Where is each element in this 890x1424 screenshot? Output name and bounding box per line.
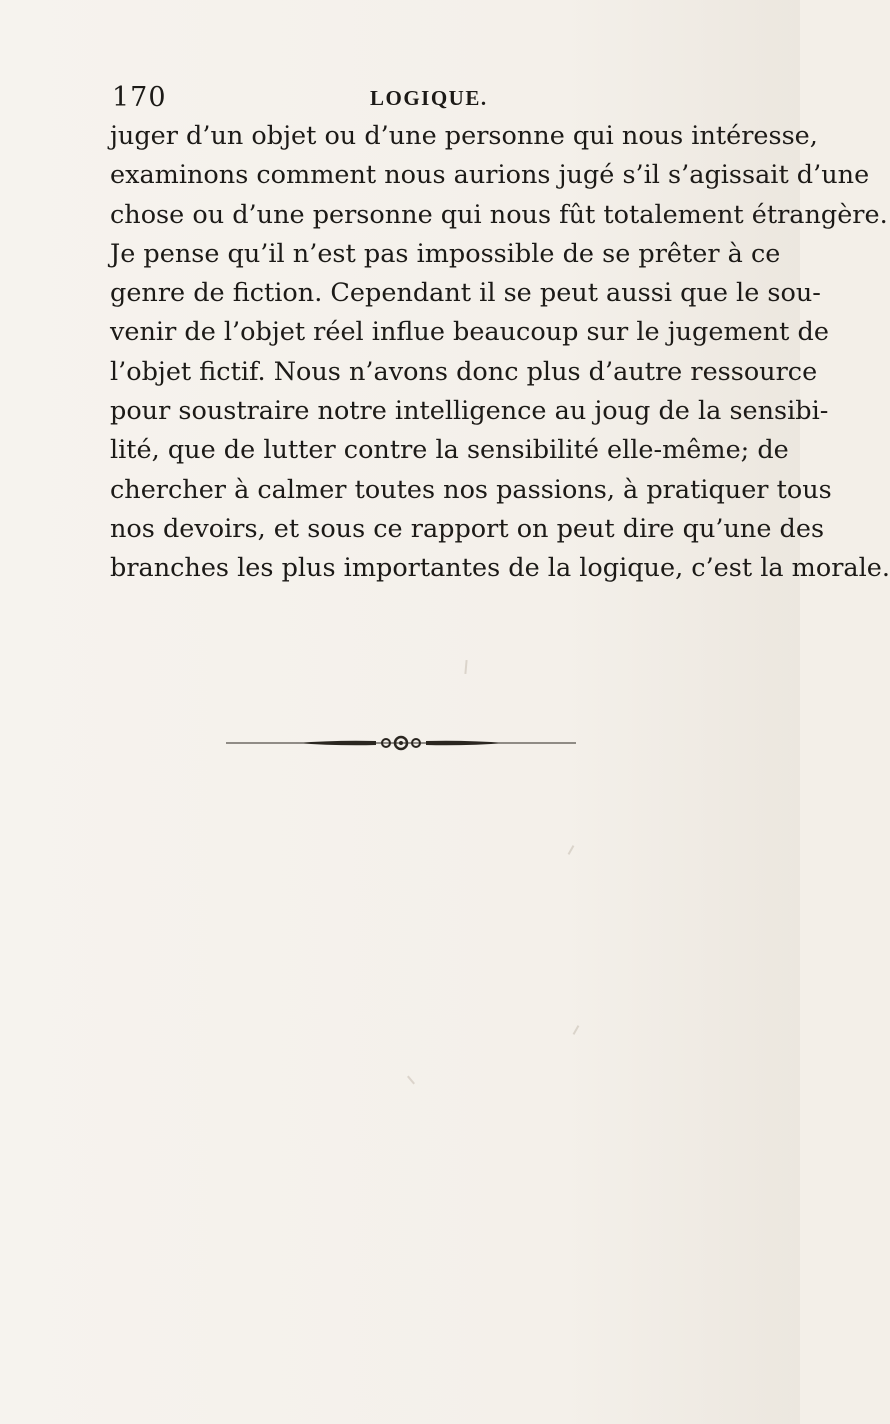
text-line: venir de l’objet réel influe beaucoup sur le jugement de — [110, 317, 829, 348]
tailpiece-ornament-icon — [226, 733, 576, 753]
tailpiece-ornament-svg — [226, 733, 576, 753]
text-line: chose ou d’une personne qui nous fût totalement étrangère. — [110, 199, 888, 230]
text-line: lité, que de lutter contre la sensibilité elle-même; de — [110, 435, 789, 466]
running-head: LOGIQUE. — [370, 86, 488, 110]
paper-speck — [568, 845, 575, 855]
text-line: l’objet fictif. Nous n’avons donc plus d’autre ressource — [110, 356, 818, 387]
text-line: Je pense qu’il n’est pas impossible de se prêter à ce — [110, 238, 781, 269]
paper-speck — [407, 1076, 415, 1085]
body-text — [110, 117, 890, 589]
text-line: branches les plus importantes de la logique, c’est la morale. — [110, 553, 890, 584]
text-line: genre de fiction. Cependant il se peut aussi que le sou- — [110, 278, 821, 309]
paper-speck — [464, 660, 467, 674]
page-header — [112, 82, 692, 116]
text-line: examinons comment nous aurions jugé s’il s’agissait d’une — [110, 160, 870, 191]
paper-speck — [573, 1025, 580, 1035]
text-line: pour soustraire notre intelligence au joug de la sensibi- — [110, 396, 829, 427]
text-line: juger d’un objet ou d’une personne qui nous intéresse, — [110, 121, 818, 151]
text-line: nos devoirs, et sous ce rapport on peut dire qu’une des — [110, 513, 825, 544]
text-line: chercher à calmer toutes nos passions, à pratiquer tous — [110, 474, 832, 505]
page-number: 170 — [112, 82, 167, 113]
